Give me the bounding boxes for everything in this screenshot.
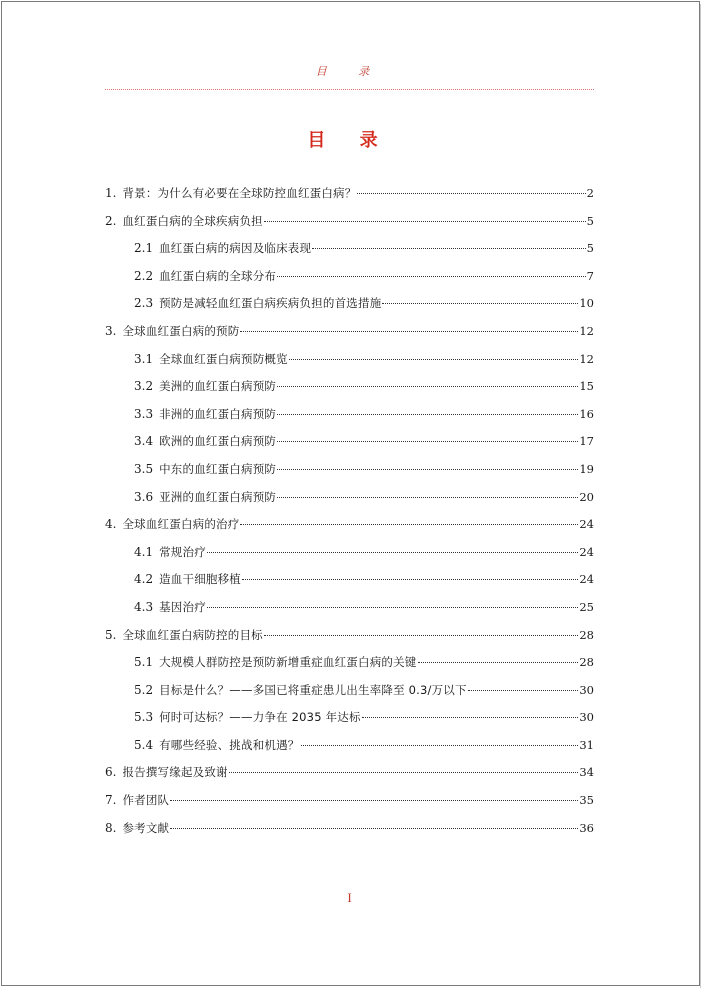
toc-entry[interactable] [105,484,594,512]
toc-entry[interactable] [105,539,594,567]
toc-leader-dots [362,717,579,718]
toc-entry-number: 2. [105,213,117,228]
toc-entry-number: 7. [105,793,117,808]
toc-entry-number: 3.2 [134,379,154,394]
toc-entry-number: 8. [105,820,117,835]
toc-entry-title: 报告撰写缘起及致谢 [122,765,228,780]
toc-entry-title: 有哪些经验、挑战和机遇？ [159,737,300,752]
toc-leader-dots [277,497,578,498]
toc-entry[interactable] [105,622,594,650]
toc-entry-page: 7 [586,268,594,283]
toc-leader-dots [277,276,586,277]
toc-entry[interactable] [105,180,594,208]
toc-entry[interactable] [105,815,594,843]
toc-entry-page: 24 [579,544,594,559]
toc-entry-number: 5.3 [134,710,154,725]
toc-leader-dots [229,772,579,773]
toc-entry[interactable] [105,373,594,401]
toc-entry-title: 参考文献 [122,820,170,835]
toc-entry-number: 3.6 [134,489,154,504]
toc-entry-title: 血红蛋白病的全球疾病负担 [122,213,263,228]
toc-leader-dots [289,359,579,360]
toc-entry[interactable] [105,677,594,705]
toc-entry-page: 30 [579,682,594,697]
toc-entry-title: 血红蛋白病的全球分布 [159,268,277,283]
toc-entry-page: 20 [579,489,594,504]
toc-leader-dots [357,193,585,194]
page-title: 目 录 [307,130,392,151]
toc-entry-page: 12 [579,351,594,366]
toc-entry-title: 何时可达标？——力争在 2035 年达标 [159,710,361,725]
toc-leader-dots [382,303,578,304]
document-page [1,1,700,986]
toc-entry-number: 4.2 [134,572,154,587]
toc-entry-page: 35 [579,793,594,808]
toc-entry-page: 15 [579,379,594,394]
toc-entry[interactable] [105,235,594,263]
toc-entry-title: 中东的血红蛋白病预防 [159,461,277,476]
toc-entry-title: 预防是减轻血红蛋白病疾病负担的首选措施 [159,296,382,311]
toc-entry-title: 全球血红蛋白病预防概览 [159,351,288,366]
toc-leader-dots [312,248,585,249]
toc-leader-dots [301,745,579,746]
toc-leader-dots [240,524,578,525]
toc-leader-dots [207,607,578,608]
toc-entry[interactable] [105,401,594,429]
toc-entry[interactable] [105,318,594,346]
toc-entry-number: 5.2 [134,682,154,697]
toc-entry-number: 2.1 [134,241,154,256]
toc-entry-page: 24 [579,517,594,532]
toc-entry[interactable] [105,346,594,374]
toc-entry-number: 5.4 [134,737,154,752]
toc-entry-page: 34 [579,765,594,780]
toc-entry-number: 4. [105,517,117,532]
toc-entry-title: 背景：为什么有必要在全球防控血红蛋白病？ [122,186,357,200]
header-rule [105,89,594,90]
toc-entry-number: 3.1 [134,351,154,366]
toc-entry[interactable] [105,732,594,760]
toc-entry-title: 血红蛋白病的病因及临床表现 [159,241,312,256]
toc-entry[interactable] [105,566,594,594]
toc-leader-dots [277,441,578,442]
toc-leader-dots [264,635,579,636]
toc-entry-page: 12 [579,323,594,338]
toc-entry-number: 3. [105,323,117,338]
toc-entry[interactable] [105,208,594,236]
toc-entry-page: 10 [579,296,594,311]
toc-leader-dots [242,579,578,580]
toc-entry-title: 全球血红蛋白病的预防 [122,323,240,338]
toc-entry[interactable] [105,787,594,815]
toc-leader-dots [240,331,578,332]
toc-entry-page: 28 [579,627,594,642]
toc-entry[interactable] [105,704,594,732]
toc-leader-dots [170,828,578,829]
toc-entry-title: 基因治疗 [159,599,206,614]
toc-entry-title: 目标是什么？——多国已将重症患儿出生率降至 0.3/万以下 [159,682,467,697]
toc-leader-dots [418,662,579,663]
toc-entry[interactable] [105,511,594,539]
toc-entry-number: 4.1 [134,544,154,559]
table-of-contents [105,180,594,842]
toc-leader-dots [264,221,586,222]
toc-entry[interactable] [105,594,594,622]
toc-entry-number: 1. [105,186,117,200]
toc-entry-page: 25 [579,599,594,614]
page-number: I [347,890,352,905]
toc-entry-number: 2.2 [134,268,154,283]
toc-entry-title: 作者团队 [122,793,170,808]
toc-entry[interactable] [105,649,594,677]
toc-entry[interactable] [105,263,594,291]
toc-entry-number: 3.5 [134,461,154,476]
toc-entry-page: 5 [586,213,594,228]
toc-entry-number: 5. [105,627,117,642]
toc-entry-page: 16 [579,406,594,421]
toc-entry-page: 28 [579,655,594,670]
toc-entry-page: 30 [579,710,594,725]
toc-entry-number: 6. [105,765,117,780]
toc-entry-title: 大规模人群防控是预防新增重症血红蛋白病的关键 [159,655,417,670]
toc-entry-title: 美洲的血红蛋白病预防 [159,379,277,394]
toc-entry[interactable] [105,759,594,787]
toc-entry-page: 36 [579,820,594,835]
toc-entry-title: 造血干细胞移植 [159,572,241,587]
toc-entry-page: 24 [579,572,594,587]
toc-entry-title: 常规治疗 [159,544,206,559]
toc-leader-dots [170,800,578,801]
toc-entry-page: 2 [586,186,594,200]
toc-entry-page: 17 [579,434,594,449]
toc-entry[interactable] [105,456,594,484]
toc-entry-number: 3.3 [134,406,154,421]
toc-leader-dots [277,469,578,470]
toc-entry-title: 亚洲的血红蛋白病预防 [159,489,277,504]
running-header: 目 录 [315,65,384,78]
toc-entry-title: 全球血红蛋白病的治疗 [122,517,240,532]
toc-entry-page: 5 [586,241,594,256]
toc-entry-title: 非洲的血红蛋白病预防 [159,406,277,421]
toc-entry[interactable] [105,428,594,456]
toc-leader-dots [468,690,579,691]
toc-leader-dots [207,552,578,553]
toc-entry-number: 3.4 [134,434,154,449]
toc-entry-title: 欧洲的血红蛋白病预防 [159,434,277,449]
toc-leader-dots [277,386,578,387]
toc-entry-page: 31 [579,737,594,752]
toc-entry-number: 4.3 [134,599,154,614]
toc-leader-dots [277,414,578,415]
toc-entry[interactable] [105,290,594,318]
toc-entry-number: 2.3 [134,296,154,311]
toc-entry-page: 19 [579,461,594,476]
toc-entry-number: 5.1 [134,655,154,670]
toc-entry-title: 全球血红蛋白病防控的目标 [122,627,263,642]
